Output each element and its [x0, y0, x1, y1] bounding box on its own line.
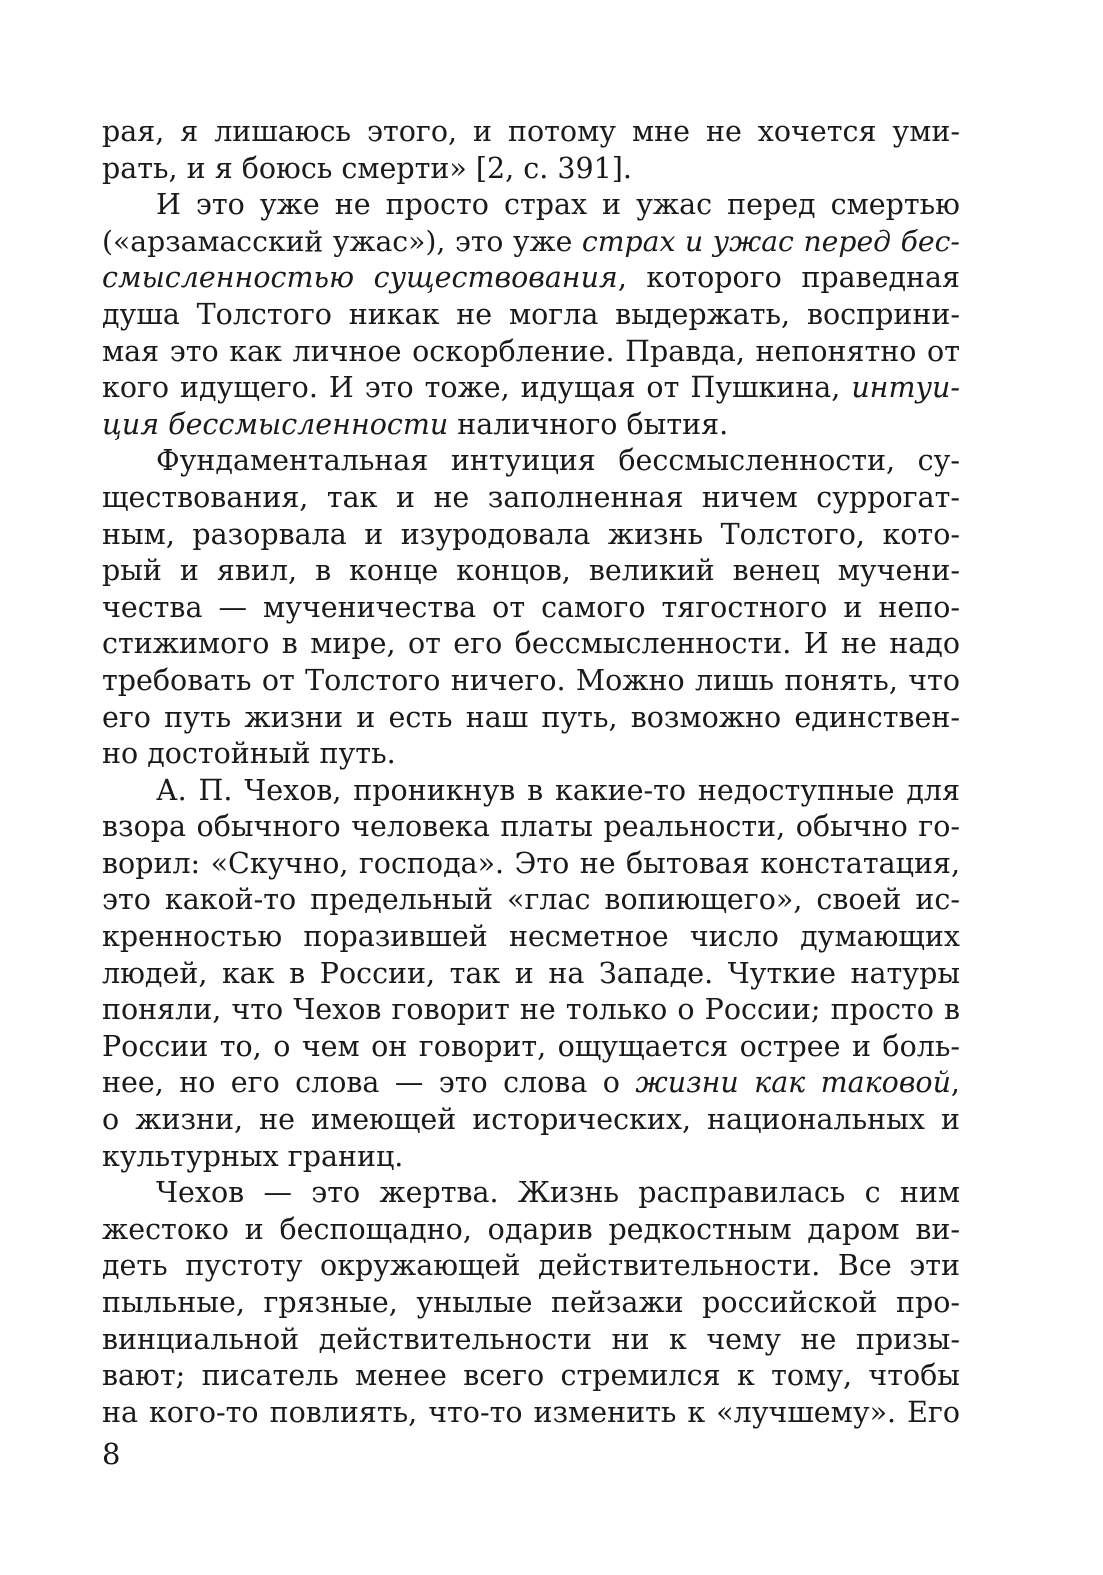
text-line	[102, 151, 960, 188]
text-line	[102, 297, 960, 334]
text-segment: нее, но его слова — это слова о	[102, 1066, 636, 1100]
text-segment: жестоко и беспощадно, одарив редкостным даром ви-	[102, 1212, 960, 1246]
text-segment: на кого-то повлиять, что-то изменить к «лучшему». Его	[102, 1395, 960, 1429]
text-line	[102, 1139, 960, 1176]
text-line	[102, 1029, 960, 1066]
text-segment: но достойный путь.	[102, 737, 396, 771]
text-segment: ным, разорвала и изуродовала жизнь Толстого, кото-	[102, 517, 960, 551]
text-line	[102, 846, 960, 883]
text-line	[102, 1248, 960, 1285]
text-line	[102, 1285, 960, 1322]
italic-text-segment: жизни как таковой	[635, 1066, 951, 1100]
text-line	[102, 187, 960, 224]
text-segment: культурных границ.	[102, 1139, 404, 1173]
text-line	[102, 956, 960, 993]
text-segment: , которого праведная	[617, 261, 960, 295]
text-segment: рый и явил, в конце концов, великий венец мучени-	[102, 554, 960, 588]
text-segment: наличного бытия.	[448, 407, 729, 441]
italic-text-segment: страх и ужас перед бес-	[581, 224, 960, 258]
text-segment: А. П. Чехов, проникнув в какие-то недоступные для	[156, 773, 960, 807]
text-segment: ,	[950, 1066, 960, 1100]
text-segment: кренностью поразившей несметное число думающих	[102, 920, 960, 954]
text-line	[102, 590, 960, 627]
text-line	[102, 992, 960, 1029]
text-line	[102, 553, 960, 590]
text-segment: людей, как в России, так и на Западе. Чуткие натуры	[102, 956, 960, 990]
text-segment: кого идущего. И это тоже, идущая от Пушкина,	[102, 371, 852, 405]
text-line	[102, 370, 960, 407]
text-segment: рая, я лишаюсь этого, и потому мне не хочется уми-	[102, 115, 960, 148]
text-line	[102, 1395, 960, 1432]
text-line	[102, 114, 960, 151]
text-line	[102, 1175, 960, 1212]
text-line	[102, 517, 960, 554]
text-segment: («арзамасский ужас»), это уже	[102, 224, 582, 258]
body-text	[102, 114, 960, 1431]
text-line	[102, 882, 960, 919]
text-segment: чества — мученичества от самого тягостного и непо-	[102, 590, 960, 624]
text-line	[102, 407, 960, 444]
text-segment: поняли, что Чехов говорит не только о России; просто в	[102, 993, 960, 1027]
text-line	[102, 1065, 960, 1102]
italic-text-segment: ция бессмысленности	[102, 407, 449, 441]
text-line	[102, 443, 960, 480]
text-line	[102, 773, 960, 810]
italic-text-segment: смысленностью существования	[102, 261, 618, 295]
italic-text-segment: интуи-	[851, 371, 960, 405]
text-segment: И это уже не просто страх и ужас перед смертью	[156, 188, 960, 222]
text-segment: стижимого в мире, от его бессмысленности. И не надо	[102, 627, 960, 661]
text-segment: это какой-то предельный «глас вопиющего», своей ис-	[102, 883, 960, 917]
text-segment: душа Толстого никак не могла выдержать, восприни-	[102, 297, 960, 331]
text-segment: ществования, так и не заполненная ничем суррогат-	[102, 480, 960, 514]
text-line	[102, 334, 960, 371]
page-number: 8	[102, 1437, 121, 1471]
text-segment: ворил: «Скучно, господа». Это не бытовая констатация,	[102, 846, 960, 880]
text-line	[102, 626, 960, 663]
text-line	[102, 260, 960, 297]
text-segment: пыльные, грязные, унылые пейзажи российской про-	[102, 1286, 960, 1319]
text-line	[102, 224, 960, 261]
text-segment: рать, и я боюсь смерти» [2, с. 391].	[102, 151, 632, 185]
text-line	[102, 736, 960, 773]
text-segment: мая это как личное оскорбление. Правда, непонятно от	[102, 334, 960, 368]
text-line	[102, 700, 960, 737]
text-segment: его путь жизни и есть наш путь, возможно единствен-	[102, 700, 960, 734]
text-segment: требовать от Толстого ничего. Можно лишь понять, что	[102, 663, 960, 697]
text-segment: винциальной действительности ни к чему не призы-	[102, 1322, 960, 1356]
text-line	[102, 1358, 960, 1395]
text-line	[102, 1212, 960, 1249]
text-line	[102, 480, 960, 517]
text-segment: вают; писатель менее всего стремился к тому, чтобы	[102, 1359, 960, 1393]
text-segment: деть пустоту окружающей действительности. Все эти	[102, 1249, 960, 1283]
text-segment: России то, о чем он говорит, ощущается острее и боль-	[102, 1029, 960, 1063]
text-segment: взора обычного человека платы реальности, обычно го-	[102, 810, 960, 844]
text-line	[102, 809, 960, 846]
text-segment: Фундаментальная интуиция бессмысленности, су-	[156, 444, 960, 478]
text-line	[102, 919, 960, 956]
text-line	[102, 1322, 960, 1359]
text-segment: Чехов — это жертва. Жизнь расправилась с ним	[156, 1176, 960, 1210]
text-segment: о жизни, не имеющей исторических, национальных и	[102, 1103, 960, 1137]
text-line	[102, 663, 960, 700]
text-line	[102, 1102, 960, 1139]
